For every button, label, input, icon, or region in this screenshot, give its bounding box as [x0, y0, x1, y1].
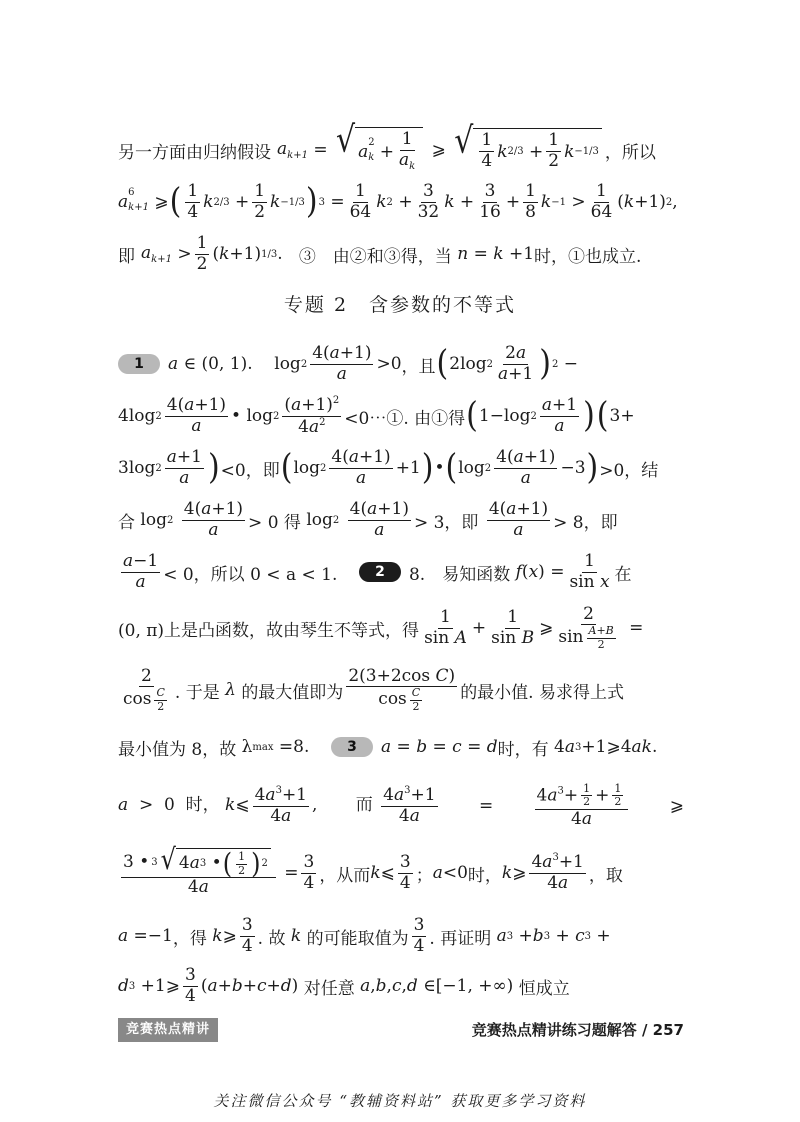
text-segment: 时，有 — [497, 739, 549, 760]
text-segment: < 0，所以 0 < a < 1. — [163, 564, 338, 585]
text-segment: 8. 易知函数 — [408, 564, 511, 585]
text-segment: ，得 — [172, 928, 207, 949]
text-line-1: 另一方面由归纳假设 $a_{k+1}$ = √ a 2 $_k$ + $\frac{1}{a_k}$ ⩾ √ $\frac{1}{4}$ k 2/3 + $\frac{1}{2}$ k −1/3 ，所以 — [118, 119, 656, 173]
text-line-13: 3 • 3 √ 4 a 3 • ( $\frac{1}{2}$ ) 2 4a = $\frac{3}{4}$ ，从而 k ⩽ $\frac{3}{4}$ ； a <0 时， k ⩾ $\frac{4a^3+1}{4a}$ ，取 — [123, 842, 623, 898]
text-line-4: 1 a ∈ (0, 1). log 2 $\frac{4(a+1)}{a}$ >0 ，且 ( 2log 2 $\frac{2a}{a+1}$ ) 2 − — [118, 340, 684, 388]
text-segment: . 再证明 — [429, 928, 492, 949]
text-line-5: 4log 2 $\frac{4(a+1)}{a}$ • log 2 $\frac{(a+1)^2}{4a^2}$ <0⋯①. 由①得 ( 1−log 2 $\frac{a+1}{a}$ ) ( 3+ — [118, 394, 635, 437]
text-segment: 最小值为 8，故 — [118, 739, 237, 760]
text-segment: <0⋯①. 由①得 — [344, 408, 466, 429]
problem-badge-3: 3 — [331, 737, 373, 757]
footer-section-tag: 竞赛热点精讲 — [118, 1018, 218, 1042]
text-segment: 的最小值. 易求得上式 — [460, 682, 624, 703]
sqrt-expression: √ $\frac{1}{4}$ k 2/3 + $\frac{1}{2}$ k −1/3 — [454, 128, 602, 171]
text-segment: ； — [415, 865, 433, 886]
text-line-2: a 6 $_{k+1}$ ⩾ ( $\frac{1}{4}$ k 2/3 + $\frac{1}{2}$ k −1/3 ) 3 = $\frac{1}{64}$ k 2 + $\frac{3}{32}$ k + $\frac{3}{16}$ + $\frac{1}{8}$ k −1 > $\frac{1}{64}$ ( k +1) 2 , — [118, 180, 678, 222]
text-segment: ③ 由②和③得，当 — [298, 246, 452, 267]
text-line-14: a =−1 ，得 k ⩾ $\frac{3}{4}$ . 故 k 的可能取值为 $\frac{3}{4}$ . 再证明 a 3 + b 3 + c 3 + — [118, 914, 611, 956]
text-segment: ，取 — [588, 865, 623, 886]
text-line-11: 最小值为 8，故 λ max =8. 3 a = b = c = d 时，有 4 a 3 +1⩾4 ak . — [118, 730, 684, 764]
footer-page-title: 竞赛热点精讲练习题解答 / 257 — [471, 1021, 684, 1039]
text-segment: 合 — [118, 512, 135, 533]
problem-badge-2: 2 — [359, 562, 401, 582]
text-segment: . 于是 — [174, 682, 220, 703]
problem-badge-1: 1 — [118, 354, 160, 374]
text-segment: 而 — [355, 795, 373, 816]
text-line-15: d 3 +1⩾ $\frac{3}{4}$ ( a + b + c + d ) 对任意 a , b , c , d ∈[−1, +∞) 恒成立 — [118, 964, 570, 1006]
text-segment: >0，结 — [599, 460, 659, 481]
text-segment: 对任意 — [303, 978, 355, 999]
text-segment: 时，①也成立. — [534, 246, 642, 267]
text-line-3: 即 $a_{k+1}$ > $\frac{1}{2}$ ( k +1) 1/3 . ③ 由②和③得，当 n = k +1 时，①也成立. — [118, 232, 642, 274]
text-segment: ，且 — [401, 356, 436, 377]
text-line-9: (0, π)上是凸函数，故由琴生不等式，得 $\frac{1}{\text{sin A}}$ + $\frac{1}{\text{sin B}}$ ⩾ 2 sin $\frac{A+B}{2}$ = — [118, 603, 644, 651]
text-line-7: 合 log 2 $\frac{4(a+1)}{a}$ > 0 得 log 2 $\frac{4(a+1)}{a}$ > 3，即 $\frac{4(a+1)}{a}$ > 8，即 — [118, 498, 618, 540]
text-segment: > 8，即 — [553, 512, 618, 533]
text-line-10: 2 cos $\frac{C}{2}$ . 于是 λ 的最大值即为 2(3+2cos C) cos $\frac{C}{2}$ 的最小值. 易求得上式 — [123, 665, 624, 713]
text-segment: 在 — [614, 564, 632, 585]
text-segment: 时， — [185, 795, 220, 816]
sqrt-expression: √ a 2 $_k$ + $\frac{1}{a_k}$ — [336, 127, 423, 172]
text-segment: ，从而 — [319, 865, 371, 886]
text-segment: (0, π)上是凸函数，故由琴生不等式，得 — [118, 620, 420, 641]
text-segment: 恒成立 — [518, 978, 570, 999]
text-line-8: $\frac{a-1}{a}$ < 0，所以 0 < a < 1. 2 8. 易知函数 f ( x ) = $\frac{1}{\text{sin x}}$ 在 — [123, 550, 632, 592]
text-segment: 的可能取值为 — [306, 928, 409, 949]
text-segment: 另一方面由归纳假设 — [118, 142, 271, 163]
text-line-6: 3log 2 $\frac{a+1}{a}$ ) <0，即 ( log 2 $\frac{4(a+1)}{a}$ +1 ) • ( log 2 $\frac{4(a+1)}{a}$ −3 ) >0，结 — [118, 446, 659, 488]
text-segment: ，所以 — [604, 142, 656, 163]
text-line-12: a > 0 时， k⩽ $\frac{4a^3+1}{4a}$ , 而 $\frac{4a^3+1}{4a}$ = $4a^3+$ $\frac{1}{2}$ + $\frac{1}{2}$ 4a ⩾ — [118, 781, 684, 829]
bottom-watermark-note: 关注微信公众号 “教辅资料站” 获取更多学习资料 — [213, 1092, 587, 1110]
text-segment: <0，即 — [220, 460, 280, 481]
section-heading: 专题 2 含参数的不等式 — [283, 294, 517, 316]
text-segment: 的最大值即为 — [241, 682, 344, 703]
text-segment: 即 — [118, 246, 135, 267]
text-segment: > 0 得 — [248, 512, 301, 533]
text-segment: . 故 — [257, 928, 286, 949]
text-segment: 时， — [467, 865, 502, 886]
text-segment: > 3，即 — [413, 512, 479, 533]
